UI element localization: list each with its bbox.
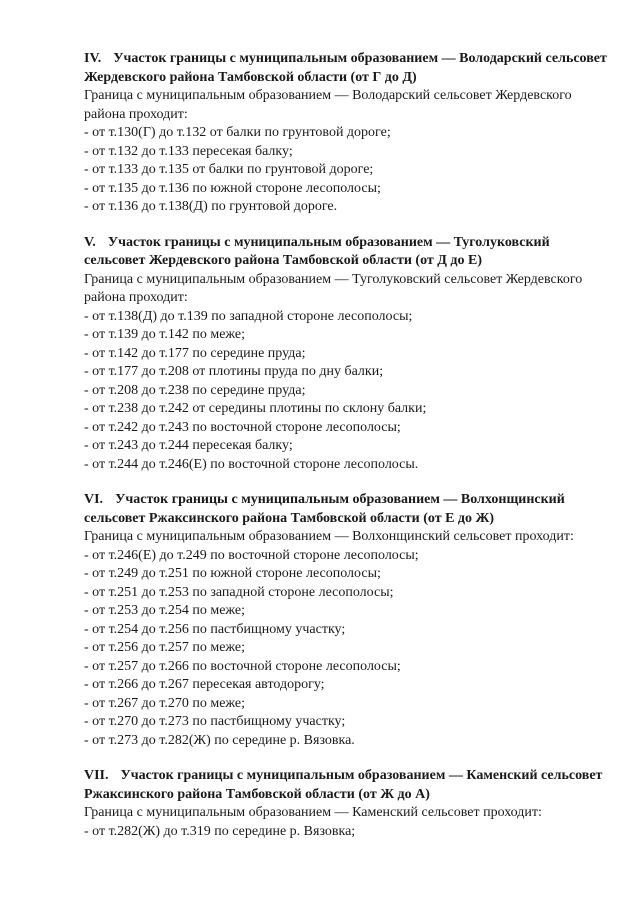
boundary-list [84,547,614,751]
list-item: - от т.254 до т.256 по пастбищному участку; [84,621,614,640]
list-item: - от т.177 до т.208 от плотины пруда по дну балки; [84,363,614,382]
list-item: - от т.138(Д) до т.139 по западной стороне лесополосы; [84,308,614,327]
list-item: - от т.139 до т.142 по меже; [84,326,614,345]
section-vi [84,491,614,750]
section-intro: Граница с муниципальным образованием — Туголуковский сельсовет Жердевского района проходит: [84,271,583,305]
list-item: - от т.238 до т.242 от середины плотины по склону балки; [84,400,614,419]
section-heading [84,234,614,271]
list-item: - от т.270 до т.273 по пастбищному участку; [84,713,614,732]
list-item: - от т.251 до т.253 по западной стороне лесополосы; [84,584,614,603]
section-number: V. [84,234,96,250]
section-title: Участок границы с муниципальным образованием — Володарский сельсовет Жердевского района Тамбовской области (от Г до Д) [84,51,607,85]
list-item: - от т.256 до т.257 по меже; [84,639,614,658]
document-page [84,50,614,841]
list-item: - от т.130(Г) до т.132 от балки по грунтовой дороге; [84,124,614,143]
section-intro: Граница с муниципальным образованием — Каменский сельсовет проходит: [84,805,542,820]
section-heading [84,767,614,804]
list-item: - от т.244 до т.246(Е) по восточной стороне лесополосы. [84,456,614,475]
list-item: - от т.135 до т.136 по южной стороне лесополосы; [84,180,614,199]
section-heading [84,50,614,87]
list-item: - от т.243 до т.244 пересекая балку; [84,437,614,456]
section-vii [84,767,614,841]
section-number: VI. [84,492,104,507]
boundary-list [84,124,614,217]
section-number: IV. [84,51,102,66]
list-item: - от т.266 до т.267 пересекая автодорогу; [84,676,614,695]
list-item: - от т.142 до т.177 по середине пруда; [84,345,614,364]
list-item: - от т.253 до т.254 по меже; [84,602,614,621]
list-item: - от т.267 до т.270 по меже; [84,695,614,714]
boundary-list [84,308,614,475]
section-number: VII. [84,768,109,783]
list-item: - от т.273 до т.282(Ж) по середине р. Вязовка. [84,732,614,751]
list-item: - от т.208 до т.238 по середине пруда; [84,382,614,401]
list-item: - от т.257 до т.266 по восточной стороне лесополосы; [84,658,614,677]
list-item: - от т.246(Е) до т.249 по восточной стороне лесополосы; [84,547,614,566]
boundary-list [84,823,614,842]
section-intro: Граница с муниципальным образованием — Волхонщинский сельсовет проходит: [84,529,574,544]
section-iv [84,50,614,217]
list-item: - от т.242 до т.243 по восточной стороне лесополосы; [84,419,614,438]
list-item: - от т.282(Ж) до т.319 по середине р. Вязовка; [84,823,614,842]
section-intro: Граница с муниципальным образованием — Володарский сельсовет Жердевского района проходит: [84,88,572,122]
list-item: - от т.249 до т.251 по южной стороне лесополосы; [84,565,614,584]
list-item: - от т.132 до т.133 пересекая балку; [84,143,614,162]
section-title: Участок границы с муниципальным образованием — Волхонщинский сельсовет Ржаксинского района Тамбовской области (от Е до Ж) [84,492,565,526]
section-v [84,234,614,475]
list-item: - от т.133 до т.135 от балки по грунтовой дороге; [84,161,614,180]
section-title: Участок границы с муниципальным образованием — Каменский сельсовет Ржаксинского района Тамбовской области (от Ж до А) [84,768,603,802]
section-title: Участок границы с муниципальным образованием — Туголуковский сельсовет Жердевского района Тамбовской области (от Д до Е) [84,234,550,268]
section-heading [84,491,614,528]
list-item: - от т.136 до т.138(Д) по грунтовой дороге. [84,198,614,217]
